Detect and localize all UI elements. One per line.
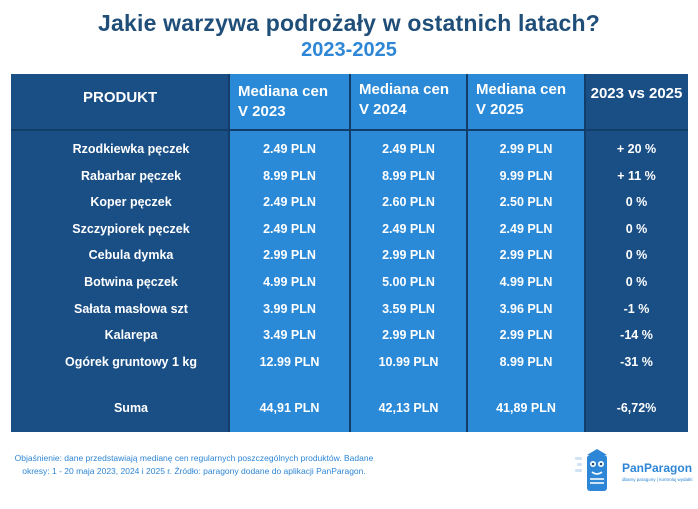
price-table [11,74,688,432]
table-cell: Sałata masłowa szt [74,301,188,316]
header-cell-1 [83,88,157,108]
table-cell: Ogórek gruntowy 1 kg [65,354,197,369]
header-line: Mediana cen [476,81,567,98]
table-cell: 12.99 PLN [259,354,320,369]
table-cell: 2.99 PLN [263,248,316,263]
table-cell: Kalarepa [104,328,158,343]
table-cell: 2.50 PLN [499,195,553,210]
table-cell: 3.96 PLN [499,301,553,316]
logo-name: PanParagon [622,461,693,475]
table-cell: 2.49 PLN [499,221,553,236]
table-cell: 2.99 PLN [499,328,553,343]
table-cell: 8.99 PLN [499,354,553,369]
table-cell: -14 % [620,328,653,343]
table-cell: Botwina pęczek [84,275,178,289]
table-cell: 2.99 PLN [499,248,553,263]
table-cell: 0 % [625,221,648,236]
table-cell: 2.49 PLN [382,142,435,156]
table-cell: 9.99 PLN [499,168,553,183]
table-cell: 2.49 PLN [263,221,316,236]
mascot-icon [575,447,619,493]
total-cell: 41,89 PLN [496,401,556,415]
header-divider [11,129,688,131]
table-cell: 0 % [625,275,648,289]
total-cell: 42,13 PLN [378,401,439,415]
table-cell: 3.49 PLN [263,328,316,343]
header-line: PRODUKT [83,89,158,106]
table-cell: 10.99 PLN [378,354,439,369]
header-line: Mediana cen [359,81,450,98]
header-line: Mediana cen [238,83,329,100]
table-cell: -1 % [623,301,650,316]
header-cell-4 [476,80,566,120]
page-title: Jakie warzywa podrożały w ostatnich latach? [98,10,600,36]
table-cell: Koper pęczek [90,195,172,210]
table-cell: 0 % [625,248,648,263]
table-cell: 2.60 PLN [382,195,435,210]
table-cell: 3.99 PLN [263,301,316,316]
table-cell: 8.99 PLN [382,168,435,183]
total-cell: -6,72% [616,401,657,415]
table-cell: 2.99 PLN [382,248,435,263]
table-cell: 8.99 PLN [263,168,316,183]
table-cell: 0 % [625,195,648,210]
footnote: Objaśnienie: dane przedstawiają medianę cen regularnych poszczególnych produktów. Badane okresy: 1 - 20 maja 2023, 2024 i 2025 r. Źródło: paragony dodane do aplikacji PanParagon. [14,453,374,476]
table-cell: + 11 % [617,168,656,183]
header-line: V 2025 [476,101,524,118]
total-cell: 44,91 PLN [259,401,320,415]
header-cell-2 [238,82,328,122]
header-line: V 2024 [359,101,407,118]
table-cell: Cebula dymka [88,248,174,263]
table-cell: Rzodkiewka pęczek [72,142,190,156]
header-line: 2023 vs 2025 [590,85,683,102]
table-cell: Rabarbar pęczek [80,168,182,183]
header-cell-3 [359,80,449,120]
header-line: V 2023 [238,103,286,120]
page-subtitle: 2023-2025 [301,39,397,61]
table-cell: 3.59 PLN [382,301,435,316]
logo-tagline: dbamy paragony | kontroluj wydatki [622,477,693,482]
table-cell: 2.99 PLN [499,142,553,156]
table-cell: Szczypiorek pęczek [72,221,190,236]
table-cell: 5.00 PLN [382,275,435,289]
total-cell: Suma [113,401,149,415]
table-cell: 2.49 PLN [263,142,316,156]
table-cell: 4.99 PLN [263,275,316,289]
table-cell: 2.49 PLN [382,221,435,236]
table-cell: 4.99 PLN [499,275,553,289]
table-cell: 2.99 PLN [382,328,435,343]
header-cell-5 [585,84,688,104]
panparagon-logo [575,447,693,495]
table-cell: -31 % [620,354,653,369]
table-cell: 2.49 PLN [263,195,316,210]
table-cell: + 20 % [616,142,657,156]
